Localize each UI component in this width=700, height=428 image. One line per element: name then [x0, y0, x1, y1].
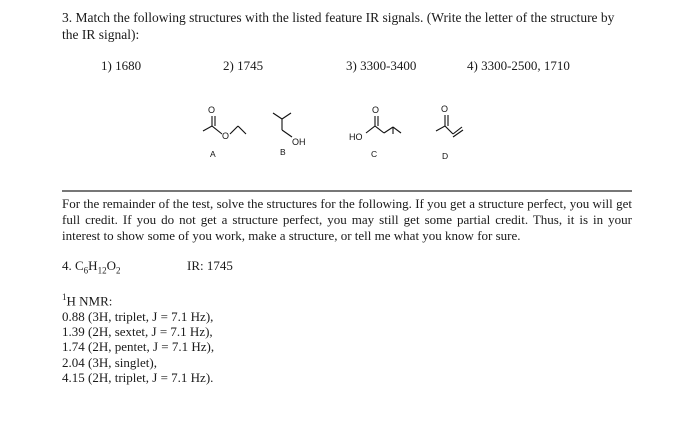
structure-c	[366, 116, 401, 134]
question-4-ir: IR: 1745	[187, 258, 233, 273]
formula-h-subscript: 12	[97, 265, 107, 276]
question-3-line-2: the IR signal):	[62, 27, 140, 42]
structures-figure	[0, 0, 700, 190]
formula-c-subscript: 6	[83, 265, 89, 276]
structure-b-letter: B	[280, 147, 286, 157]
structure-c-letter: C	[371, 149, 378, 159]
structure-a-ester-oxygen: O	[222, 131, 230, 141]
nmr-line: 1.39 (2H, sextet, J = 7.1 Hz),	[62, 323, 213, 339]
section-divider	[62, 190, 632, 192]
structure-c-hydroxyl: HO	[349, 132, 363, 142]
structure-a-letter: A	[210, 149, 216, 159]
nmr-superscript: 1	[62, 292, 67, 302]
formula-o-subscript: 2	[115, 265, 121, 276]
ir-signal-2: 2) 1745	[223, 58, 264, 73]
formula-h: H	[88, 258, 98, 273]
structure-a-carbonyl-oxygen: O	[208, 105, 216, 115]
structure-d	[436, 115, 463, 137]
nmr-line: 2.04 (3H, singlet),	[62, 354, 157, 370]
formula-o: O	[106, 258, 116, 273]
question-4-formula	[62, 258, 120, 276]
instructions-paragraph: For the remainder of the test, solve the structures for the following. If you get a structure perfect, you will get full credit. If you do not get a structure perfect, you may still get some partial credit. Thus, it is in your interest to show some of you work, make a structure, or tell me what you know for sure.	[62, 196, 632, 243]
question-3-line-1: 3. Match the following structures with the listed feature IR signals. (Write the letter of the structure by	[62, 10, 615, 25]
ir-signal-3: 3) 3300-3400	[346, 58, 417, 73]
structure-b-hydroxyl: OH	[292, 137, 306, 147]
question-4-number: 4. C	[62, 258, 84, 273]
nmr-line: 4.15 (2H, triplet, J = 7.1 Hz).	[62, 369, 214, 385]
structure-d-letter: D	[442, 151, 449, 161]
ir-signal-4: 4) 3300-2500, 1710	[467, 58, 570, 73]
ir-signal-1: 1) 1680	[101, 58, 142, 73]
nmr-line: 1.74 (2H, pentet, J = 7.1 Hz),	[62, 339, 215, 355]
nmr-heading	[62, 290, 214, 309]
structure-c-carbonyl-oxygen: O	[372, 105, 380, 115]
nmr-label: H NMR:	[66, 293, 113, 309]
nmr-line: 0.88 (3H, triplet, J = 7.1 Hz),	[62, 308, 214, 324]
nmr-data	[62, 290, 214, 385]
structure-b	[273, 113, 292, 137]
structure-d-carbonyl-oxygen: O	[441, 104, 449, 114]
